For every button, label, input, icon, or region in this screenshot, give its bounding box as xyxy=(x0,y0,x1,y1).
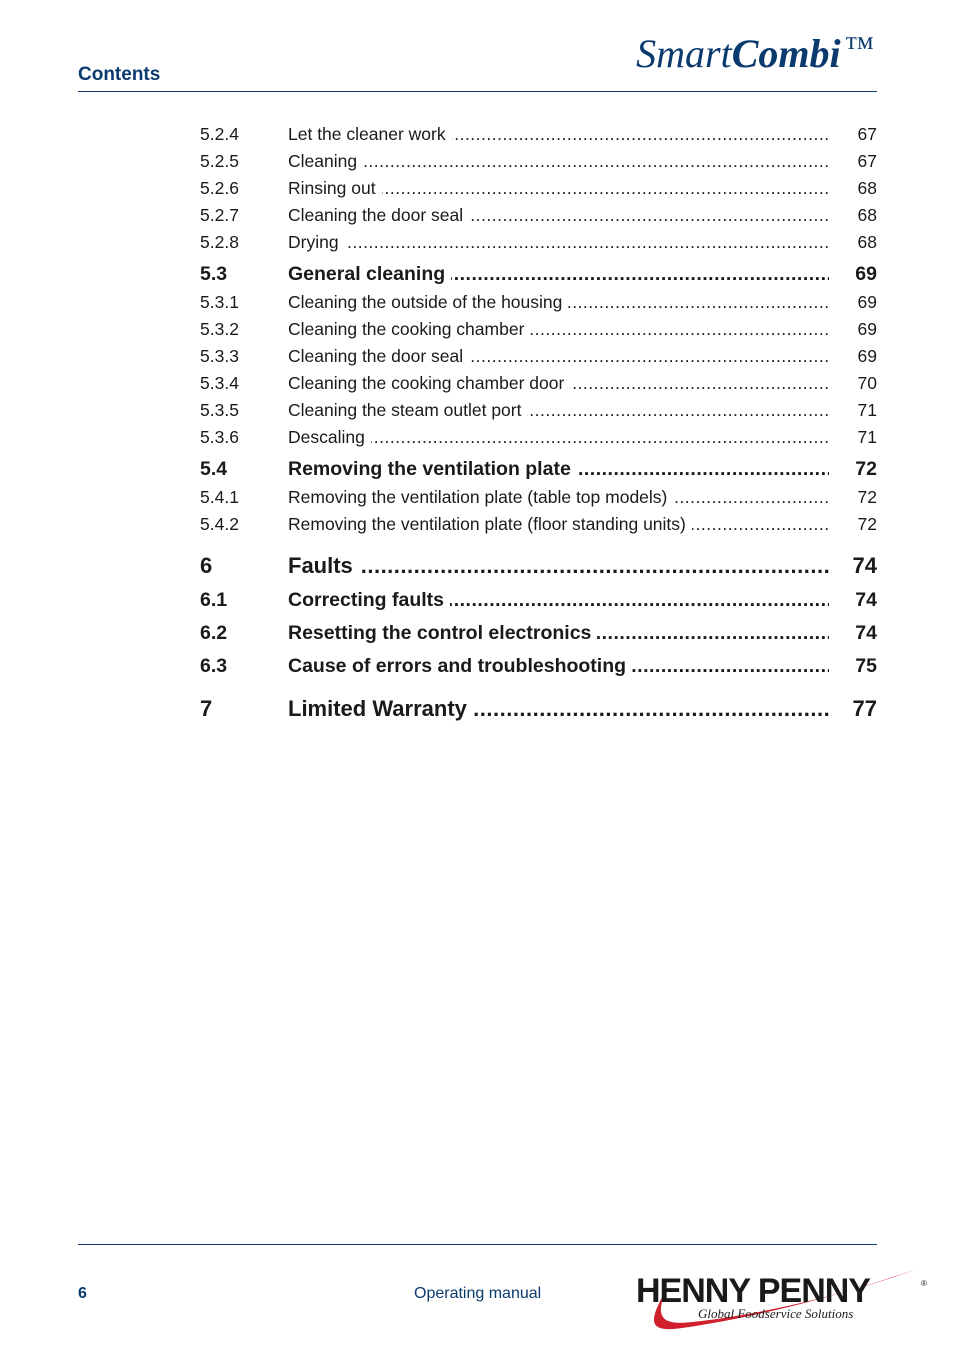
toc-entry[interactable] xyxy=(200,199,877,226)
toc-entry-title xyxy=(288,400,829,421)
toc-entry-page: 74 xyxy=(855,622,877,644)
toc-entry-page: 71 xyxy=(857,400,877,420)
toc-entry-title xyxy=(288,151,829,172)
toc-entry-title-text: Faults xyxy=(288,553,359,578)
toc-entry-title xyxy=(288,263,829,286)
toc-entry[interactable] xyxy=(200,367,877,394)
toc-entry-title xyxy=(288,292,829,313)
toc-entry-title-text: Cleaning the steam outlet port xyxy=(288,400,527,420)
toc-entry-title xyxy=(288,124,829,145)
toc-entry-title-text: Cause of errors and troubleshooting xyxy=(288,655,632,677)
toc-entry-title-text: Descaling xyxy=(288,427,371,447)
toc-entry-title-text: Let the cleaner work xyxy=(288,124,452,144)
toc-entry-number: 5.2.6 xyxy=(200,178,239,198)
toc-entry[interactable] xyxy=(200,541,877,579)
toc-entry[interactable] xyxy=(200,286,877,313)
toc-entry-title-text: Cleaning xyxy=(288,151,363,171)
toc-entry-number: 6.3 xyxy=(200,655,228,677)
toc-entry-title-text: Drying xyxy=(288,232,345,252)
toc-entry-number: 5.3.6 xyxy=(200,427,239,447)
toc-entry[interactable] xyxy=(200,684,877,722)
toc-entry[interactable] xyxy=(200,313,877,340)
toc-entry-number: 5.4.2 xyxy=(200,514,239,534)
brand-smart: Smart xyxy=(636,31,732,76)
toc-entry-title-text: Cleaning the outside of the housing xyxy=(288,292,568,312)
toc-entry-title-text: Cleaning the cooking chamber door xyxy=(288,373,570,393)
toc-entry-page: 69 xyxy=(857,319,877,339)
footer-doc-name: Operating manual xyxy=(414,1285,542,1302)
toc-entry-number: 6.1 xyxy=(200,589,228,611)
toc-entry-number: 5.3.1 xyxy=(200,292,239,312)
toc-entry[interactable] xyxy=(200,145,877,172)
toc-entry[interactable] xyxy=(200,448,877,481)
toc-entry-title xyxy=(288,319,829,340)
toc-entry-title-text: Cleaning the door seal xyxy=(288,346,469,366)
toc-entry-title xyxy=(288,373,829,394)
toc-entry[interactable] xyxy=(200,118,877,145)
toc-entry[interactable] xyxy=(200,253,877,286)
toc-entry-title xyxy=(288,589,829,612)
toc-entry-number: 5.2.4 xyxy=(200,124,239,144)
toc-entry-number: 6 xyxy=(200,553,213,578)
logo-wordmark: HENNY PENNY xyxy=(636,1272,870,1310)
toc-entry[interactable] xyxy=(200,508,877,535)
toc-entry-title xyxy=(288,622,829,645)
toc-entry-page: 72 xyxy=(855,458,877,480)
toc-entry-title xyxy=(288,514,829,535)
toc-entry-page: 69 xyxy=(857,346,877,366)
toc-entry-title xyxy=(288,205,829,226)
product-brand xyxy=(636,30,874,77)
toc-entry-number: 5.2.8 xyxy=(200,232,239,252)
toc-entry[interactable] xyxy=(200,172,877,199)
table-of-contents xyxy=(200,118,877,722)
toc-entry-number: 5.3.3 xyxy=(200,346,239,366)
toc-entry-title-text: Removing the ventilation plate (table top models) xyxy=(288,487,673,507)
toc-entry-page: 74 xyxy=(855,589,877,611)
toc-entry-title xyxy=(288,232,829,253)
toc-entry-page: 68 xyxy=(857,205,877,225)
toc-entry-number: 5.4 xyxy=(200,458,228,480)
toc-entry-title xyxy=(288,553,829,579)
toc-entry-title xyxy=(288,696,829,722)
logo-registered-mark: ® xyxy=(921,1279,927,1288)
toc-entry-page: 67 xyxy=(857,124,877,144)
toc-entry-title-text: Limited Warranty xyxy=(288,696,473,721)
toc-entry[interactable] xyxy=(200,579,877,612)
logo-tagline: Global Foodservice Solutions xyxy=(698,1306,854,1321)
toc-entry-number: 5.4.1 xyxy=(200,487,239,507)
toc-entry-page: 71 xyxy=(857,427,877,447)
toc-entry-title xyxy=(288,458,829,481)
toc-entry-title-text: General cleaning xyxy=(288,263,451,285)
toc-entry-page: 69 xyxy=(855,263,877,285)
toc-entry[interactable] xyxy=(200,421,877,448)
toc-entry[interactable] xyxy=(200,481,877,508)
brand-combi: Combi xyxy=(731,31,841,76)
toc-entry-page: 77 xyxy=(852,696,877,721)
toc-entry-number: 5.3.5 xyxy=(200,400,239,420)
toc-entry-title xyxy=(288,487,829,508)
toc-entry-title-text: Removing the ventilation plate (floor standing units) xyxy=(288,514,692,534)
footer-rule xyxy=(78,1244,877,1245)
toc-entry-title-text: Resetting the control electronics xyxy=(288,622,597,644)
toc-entry[interactable] xyxy=(200,226,877,253)
toc-entry-page: 75 xyxy=(855,655,877,677)
toc-entry-number: 6.2 xyxy=(200,622,228,644)
header-rule xyxy=(78,91,877,92)
trademark-symbol: ™ xyxy=(844,31,874,64)
toc-entry-page: 67 xyxy=(857,151,877,171)
toc-entry-title-text: Removing the ventilation plate xyxy=(288,458,577,480)
footer-page-number: 6 xyxy=(78,1285,87,1302)
toc-entry-title-text: Cleaning the cooking chamber xyxy=(288,319,530,339)
section-title: Contents xyxy=(78,64,161,85)
toc-entry[interactable] xyxy=(200,645,877,678)
toc-entry-number: 7 xyxy=(200,696,213,721)
toc-entry[interactable] xyxy=(200,612,877,645)
toc-entry-number: 5.3.2 xyxy=(200,319,239,339)
toc-entry-number: 5.2.5 xyxy=(200,151,239,171)
toc-entry-number: 5.3 xyxy=(200,263,228,285)
toc-entry-page: 72 xyxy=(857,487,877,507)
henny-penny-logo xyxy=(632,1256,928,1334)
toc-entry-page: 68 xyxy=(857,178,877,198)
toc-entry-title xyxy=(288,655,829,678)
toc-entry[interactable] xyxy=(200,394,877,421)
toc-entry-page: 74 xyxy=(852,553,877,578)
toc-entry-number: 5.2.7 xyxy=(200,205,239,225)
toc-entry-title-text: Rinsing out xyxy=(288,178,382,198)
toc-entry-page: 70 xyxy=(857,373,877,393)
toc-entry-title xyxy=(288,346,829,367)
toc-entry-page: 72 xyxy=(857,514,877,534)
toc-entry-number: 5.3.4 xyxy=(200,373,239,393)
toc-entry[interactable] xyxy=(200,340,877,367)
toc-entry-title xyxy=(288,178,829,199)
toc-entry-title xyxy=(288,427,829,448)
toc-entry-title-text: Correcting faults xyxy=(288,589,450,611)
toc-entry-title-text: Cleaning the door seal xyxy=(288,205,469,225)
toc-entry-page: 68 xyxy=(857,232,877,252)
toc-entry-page: 69 xyxy=(857,292,877,312)
